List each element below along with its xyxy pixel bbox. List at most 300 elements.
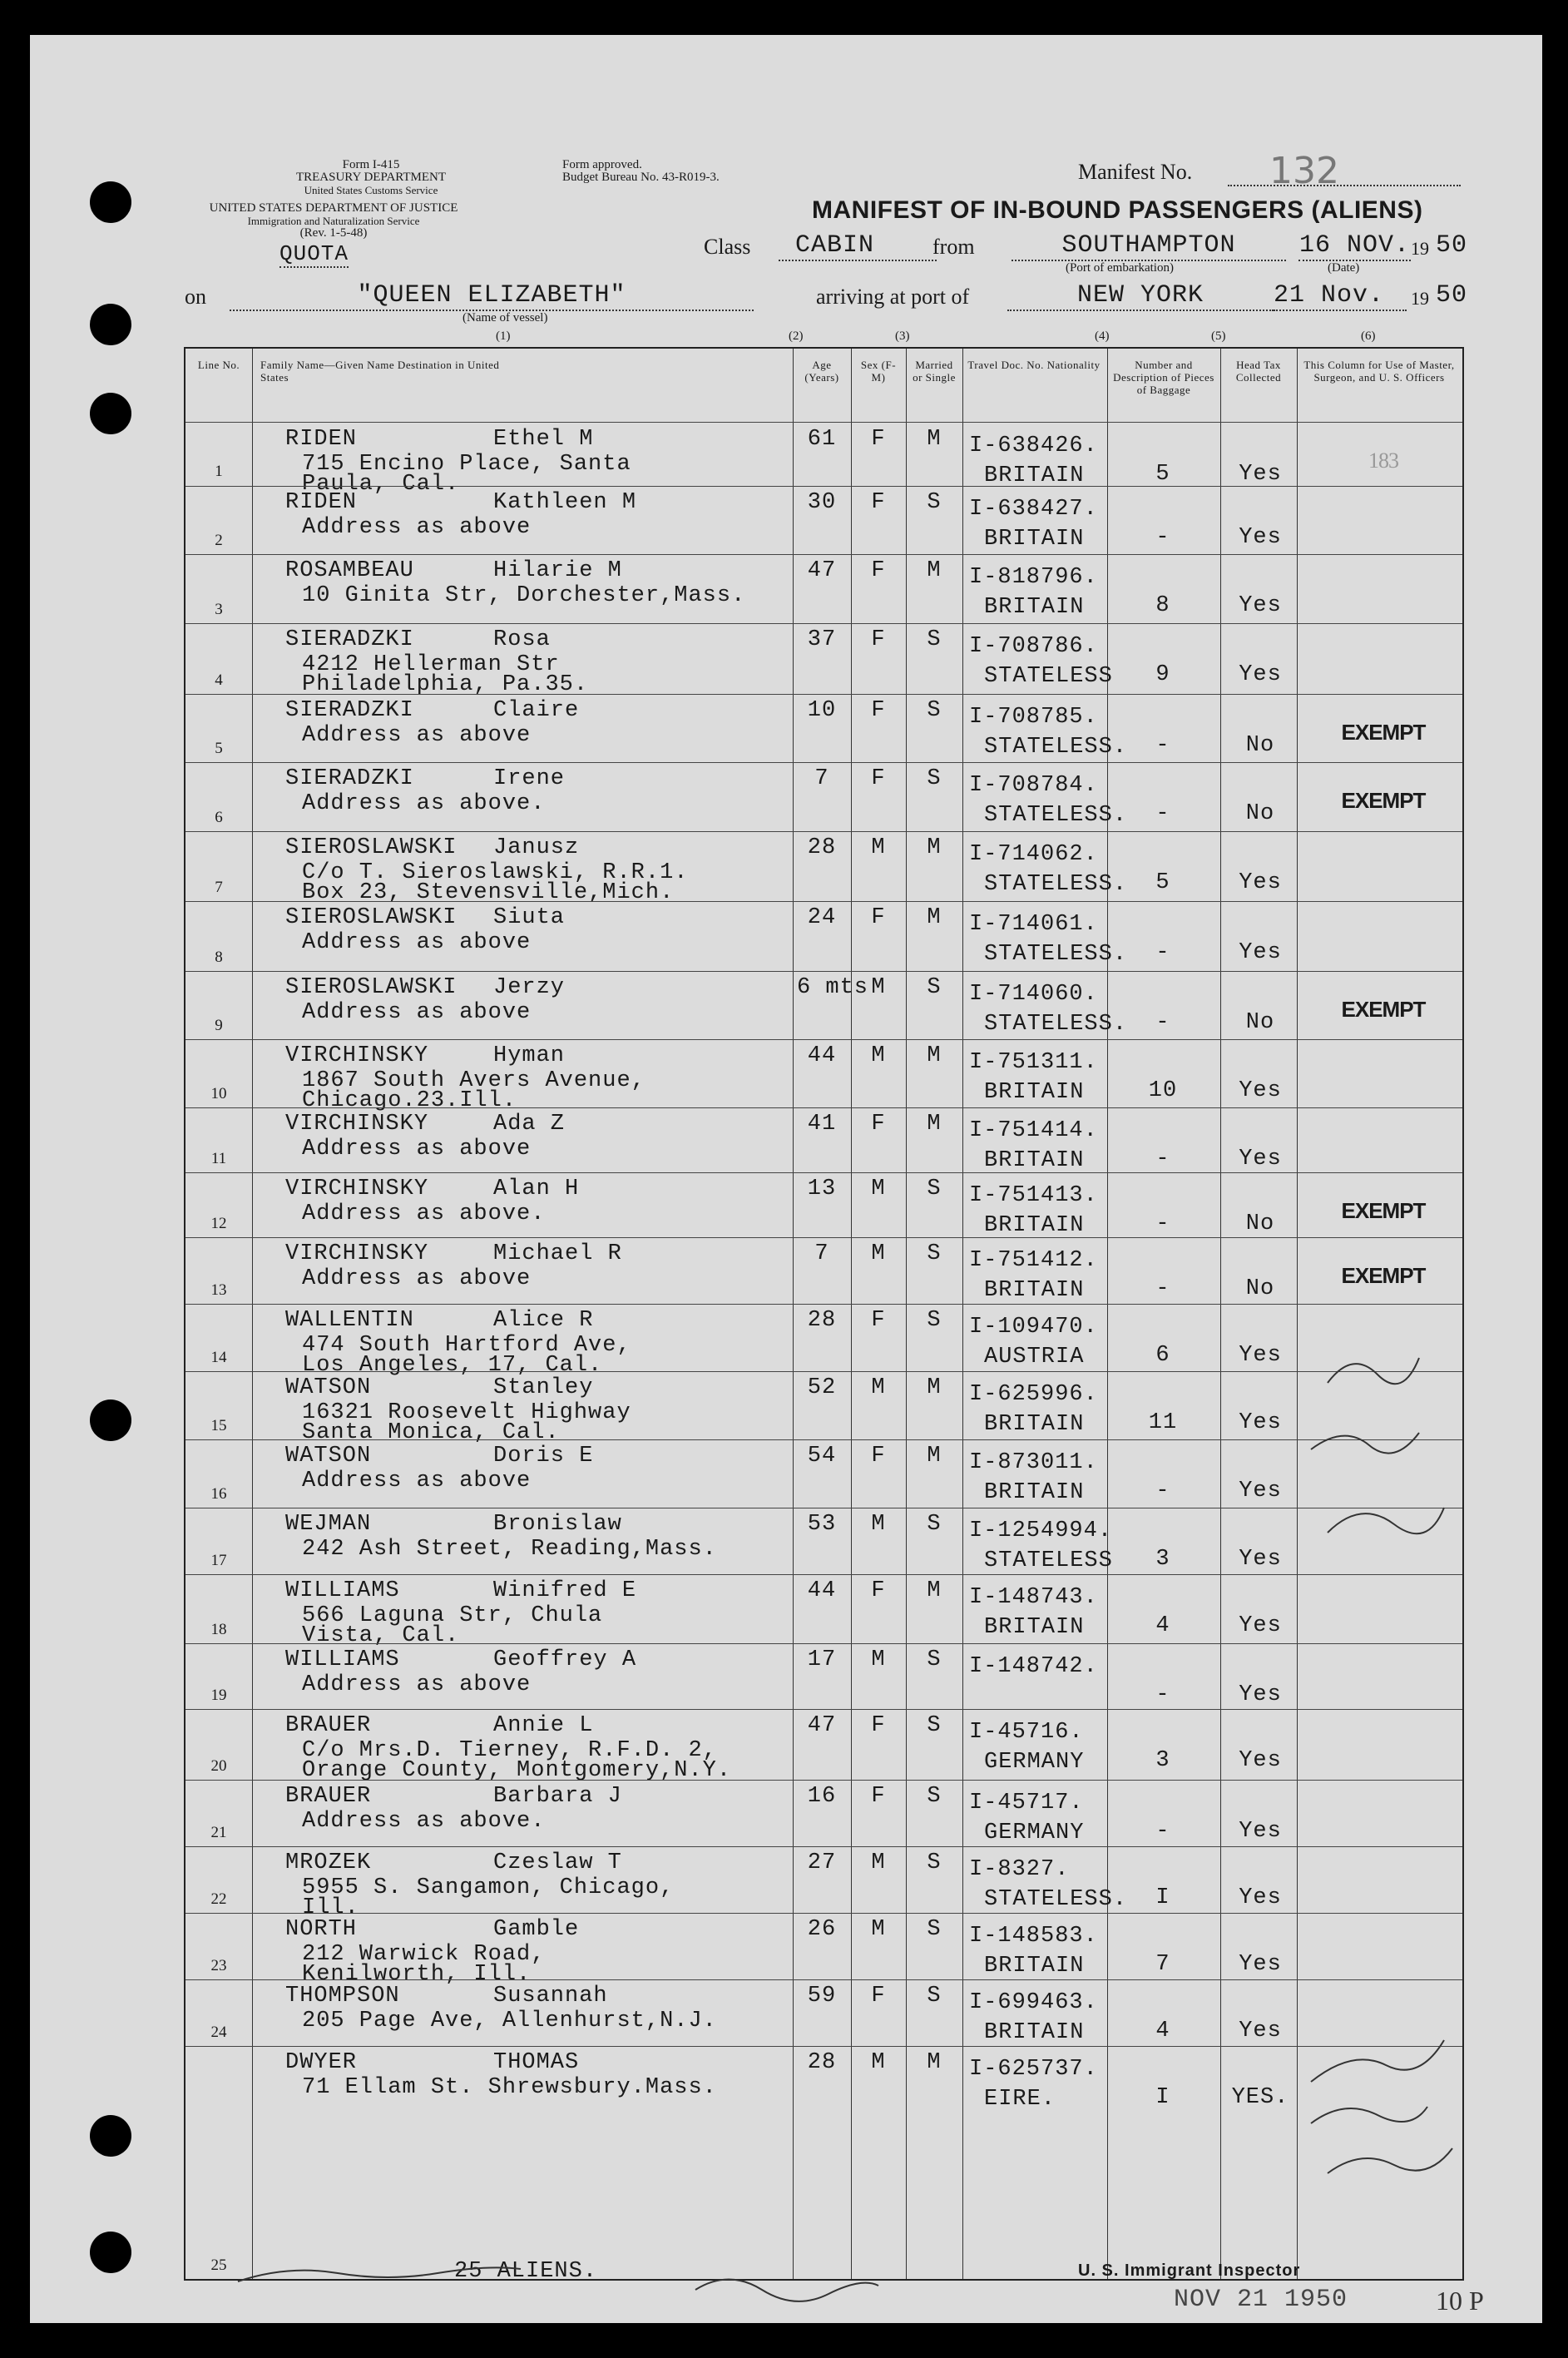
- given-name: Hyman: [493, 1043, 566, 1068]
- baggage-count: 8: [1155, 593, 1170, 618]
- given-name: Susannah: [493, 1984, 608, 2009]
- travel-doc-no: I-148583.: [969, 1924, 1098, 1949]
- nationality: BRITAIN: [984, 463, 1085, 488]
- address-line-1: 205 Page Ave, Allenhurst,N.J.: [302, 2009, 717, 2034]
- address-line-1: Address as above: [302, 1672, 532, 1697]
- manifest-date: 16 NOV.: [1298, 231, 1411, 260]
- form-revision: (Rev. 1-5-48): [299, 226, 368, 240]
- nationality: BRITAIN: [984, 1480, 1085, 1505]
- baggage-count: -: [1155, 801, 1170, 826]
- baggage-count: -: [1155, 1211, 1170, 1236]
- address-line-1: C/o T. Sieroslawski, R.R.1.: [302, 860, 689, 885]
- nationality: STATELESS.: [984, 735, 1128, 760]
- address-line-2: Philadelphia, Pa.35.: [302, 672, 589, 697]
- surname: BRAUER: [285, 1713, 372, 1738]
- address-line-2: Box 23, Stevensville,Mich.: [302, 880, 675, 905]
- nationality: BRITAIN: [984, 1148, 1085, 1173]
- head-tax: Yes: [1239, 1479, 1282, 1503]
- header-name: Family Name—Given Name Destination in United States: [260, 359, 500, 384]
- surname: THOMPSON: [285, 1984, 400, 2009]
- address-line-2: Santa Monica, Cal.: [302, 1420, 560, 1445]
- sex: F: [871, 1578, 886, 1603]
- surname: VIRCHINSKY: [285, 1043, 429, 1068]
- baggage-count: 9: [1155, 662, 1170, 687]
- line-number: 7: [215, 879, 223, 896]
- address-line-1: 715 Encino Place, Santa: [302, 452, 631, 477]
- travel-doc-no: I-625737.: [969, 2057, 1098, 2082]
- sex: M: [871, 975, 886, 1000]
- nationality: GERMANY: [984, 1821, 1085, 1845]
- head-tax: Yes: [1239, 593, 1282, 618]
- head-tax: Yes: [1239, 2019, 1282, 2043]
- sex: F: [871, 490, 886, 515]
- address-line-2: Paula, Cal.: [302, 472, 460, 497]
- sex: M: [871, 2050, 886, 2075]
- age: 30: [807, 490, 837, 515]
- sex: M: [871, 1647, 886, 1672]
- sex: F: [871, 627, 886, 652]
- date-year: 50: [1436, 231, 1468, 260]
- travel-doc-no: I-638426.: [969, 433, 1098, 458]
- head-tax: Yes: [1239, 1748, 1282, 1773]
- inspector-stamp: U. S. Immigrant Inspector: [1078, 2261, 1301, 2280]
- marital-status: M: [927, 905, 942, 930]
- header-age: Age (Years): [804, 359, 839, 384]
- sex: F: [871, 905, 886, 930]
- baggage-count: 11: [1148, 1410, 1178, 1435]
- nationality: BRITAIN: [984, 1278, 1085, 1303]
- surname: VIRCHINSKY: [285, 1112, 429, 1137]
- travel-doc-no: I-1254994.: [969, 1518, 1113, 1543]
- address-line-1: Address as above: [302, 515, 532, 540]
- address-line-1: Address as above: [302, 1266, 532, 1291]
- given-name: Ethel M: [493, 427, 594, 452]
- head-tax: Yes: [1239, 1682, 1282, 1707]
- address-line-1: C/o Mrs.D. Tierney, R.F.D. 2,: [302, 1738, 717, 1763]
- on-label: on: [185, 285, 206, 309]
- age: 7: [814, 766, 829, 791]
- line-number: 19: [210, 1687, 227, 1704]
- nationality: GERMANY: [984, 1750, 1085, 1775]
- marital-status: S: [927, 1713, 942, 1738]
- page-mark: 10 P: [1436, 2286, 1484, 2316]
- head-tax: No: [1245, 733, 1275, 758]
- line-number: 4: [215, 671, 223, 689]
- header-married: Married or Single: [913, 359, 956, 384]
- age: 10: [807, 698, 837, 723]
- address-line-1: 474 South Hartford Ave,: [302, 1333, 631, 1358]
- age: 47: [807, 558, 837, 583]
- head-tax: Yes: [1239, 1078, 1282, 1103]
- surname: WEJMAN: [285, 1512, 372, 1537]
- form-approved: Form approved.: [562, 158, 642, 171]
- surname: WATSON: [285, 1375, 372, 1400]
- justice-dept: UNITED STATES DEPARTMENT OF JUSTICE: [209, 201, 458, 215]
- travel-doc-no: I-714061.: [969, 912, 1098, 937]
- baggage-count: -: [1155, 1682, 1170, 1707]
- handwritten-marks: [30, 35, 1542, 2323]
- line-number: 23: [210, 1957, 227, 1974]
- header-officers: This Column for Use of Master, Surgeon, and U. S. Officers: [1303, 359, 1455, 384]
- sex: F: [871, 1112, 886, 1137]
- address-line-1: Address as above: [302, 723, 532, 748]
- baggage-count: 4: [1155, 1613, 1170, 1638]
- marital-status: M: [927, 1112, 942, 1137]
- given-name: THOMAS: [493, 2050, 580, 2075]
- address-line-1: 212 Warwick Road,: [302, 1942, 546, 1967]
- head-tax: Yes: [1239, 525, 1282, 550]
- travel-doc-no: I-714062.: [969, 842, 1098, 867]
- baggage-count: I: [1155, 1885, 1170, 1910]
- header-baggage: Number and Description of Pieces of Baggage: [1113, 359, 1214, 396]
- surname: BRAUER: [285, 1784, 372, 1809]
- nationality: BRITAIN: [984, 527, 1085, 552]
- nationality: STATELESS: [984, 664, 1113, 689]
- sex: M: [871, 835, 886, 860]
- given-name: Doris E: [493, 1444, 594, 1469]
- surname: DWYER: [285, 2050, 358, 2075]
- baggage-count: -: [1155, 1819, 1170, 1844]
- col-number: (6): [1361, 329, 1376, 343]
- arrival-port: NEW YORK: [1007, 281, 1274, 311]
- line-number: 6: [215, 809, 223, 826]
- given-name: Rosa: [493, 627, 551, 652]
- address-line-1: 5955 S. Sangamon, Chicago,: [302, 1875, 675, 1900]
- address-line-1: 4212 Hellerman Str: [302, 652, 560, 677]
- address-line-2: Ill.: [302, 1895, 359, 1920]
- class-value: CABIN: [779, 231, 937, 261]
- travel-doc-no: I-708786.: [969, 634, 1098, 659]
- baggage-count: 3: [1155, 1547, 1170, 1572]
- age: 27: [807, 1850, 837, 1875]
- line-number: 13: [210, 1281, 227, 1299]
- sex: F: [871, 1784, 886, 1809]
- marital-status: S: [927, 1850, 942, 1875]
- address-line-2: Kenilworth, Ill.: [302, 1962, 532, 1987]
- form-number: Form I-415: [342, 158, 400, 171]
- col-number: (4): [1095, 329, 1110, 343]
- age: 53: [807, 1512, 837, 1537]
- vessel-name: "QUEEN ELIZABETH": [230, 281, 754, 311]
- marital-status: M: [927, 427, 942, 452]
- travel-doc-no: I-751414.: [969, 1118, 1098, 1143]
- officer-note: EXEMPT: [1341, 788, 1426, 813]
- given-name: Ada Z: [493, 1112, 566, 1137]
- head-tax: Yes: [1239, 462, 1282, 487]
- manifest-no-label: Manifest No.: [1078, 160, 1193, 184]
- given-name: Hilarie M: [493, 558, 622, 583]
- head-tax: Yes: [1239, 1343, 1282, 1368]
- line-number: 1: [215, 463, 223, 480]
- head-tax: Yes: [1239, 1410, 1282, 1435]
- surname: WILLIAMS: [285, 1578, 400, 1603]
- head-tax: Yes: [1239, 1819, 1282, 1844]
- marital-status: M: [927, 558, 942, 583]
- travel-doc-no: I-45717.: [969, 1791, 1084, 1816]
- age: 44: [807, 1043, 837, 1068]
- sex: M: [871, 1850, 886, 1875]
- sex: M: [871, 1177, 886, 1201]
- head-tax: Yes: [1239, 870, 1282, 895]
- given-name: Jerzy: [493, 975, 566, 1000]
- given-name: Alice R: [493, 1308, 594, 1333]
- marital-status: M: [927, 1375, 942, 1400]
- surname: SIERADZKI: [285, 698, 414, 723]
- baggage-count: -: [1155, 1147, 1170, 1172]
- baggage-count: 6: [1155, 1343, 1170, 1368]
- nationality: BRITAIN: [984, 2020, 1085, 2045]
- marital-status: S: [927, 1512, 942, 1537]
- immigration-service: Immigration and Naturalization Service: [247, 215, 420, 227]
- officer-note: 183: [1368, 448, 1398, 473]
- head-tax: No: [1245, 1010, 1275, 1035]
- total-aliens: 25 ALIENS.: [454, 2259, 598, 2284]
- given-name: Bronislaw: [493, 1512, 622, 1537]
- age: 41: [807, 1112, 837, 1137]
- marital-status: S: [927, 490, 942, 515]
- line-number: 21: [210, 1824, 227, 1841]
- baggage-count: 10: [1148, 1078, 1178, 1103]
- header-head-tax: Head Tax Collected: [1235, 359, 1282, 384]
- manifest-no-value: 132: [1269, 150, 1339, 192]
- vessel-caption: (Name of vessel): [462, 311, 548, 324]
- line-number: 12: [210, 1215, 227, 1232]
- marital-status: S: [927, 698, 942, 723]
- baggage-count: -: [1155, 1010, 1170, 1035]
- stamp-date: NOV 21 1950: [1174, 2286, 1348, 2314]
- officer-note: EXEMPT: [1341, 997, 1426, 1022]
- marital-status: M: [927, 835, 942, 860]
- line-number: 14: [210, 1349, 227, 1366]
- baggage-count: 3: [1155, 1748, 1170, 1773]
- age: 7: [814, 1241, 829, 1266]
- address-line-2: Orange County, Montgomery,N.Y.: [302, 1758, 732, 1783]
- travel-doc-no: I-625996.: [969, 1382, 1098, 1407]
- nationality: BRITAIN: [984, 1080, 1085, 1105]
- surname: NORTH: [285, 1917, 358, 1942]
- surname: MROZEK: [285, 1850, 372, 1875]
- sex: F: [871, 1308, 886, 1333]
- travel-doc-no: I-714060.: [969, 982, 1098, 1007]
- address-line-2: Vista, Cal.: [302, 1623, 460, 1648]
- address-line-2: Los Angeles, 17, Cal.: [302, 1353, 603, 1378]
- address-line-1: Address as above.: [302, 1809, 546, 1834]
- surname: RIDEN: [285, 427, 358, 452]
- sex: F: [871, 427, 886, 452]
- line-number: 20: [210, 1757, 227, 1775]
- age: 52: [807, 1375, 837, 1400]
- marital-status: S: [927, 1917, 942, 1942]
- nationality: STATELESS.: [984, 1012, 1128, 1037]
- officer-note: EXEMPT: [1341, 1263, 1426, 1288]
- surname: SIERADZKI: [285, 627, 414, 652]
- nationality: BRITAIN: [984, 1954, 1085, 1979]
- age: 16: [807, 1784, 837, 1809]
- given-name: Michael R: [493, 1241, 622, 1266]
- surname: VIRCHINSKY: [285, 1177, 429, 1201]
- baggage-count: -: [1155, 1276, 1170, 1301]
- nationality: STATELESS: [984, 1548, 1113, 1573]
- arrival-date: 21 Nov.: [1274, 281, 1407, 311]
- class-label: Class: [704, 235, 751, 259]
- customs-service: United States Customs Service: [304, 184, 438, 196]
- marital-status: S: [927, 1308, 942, 1333]
- nationality: EIRE.: [984, 2087, 1056, 2112]
- travel-doc-no: I-148743.: [969, 1585, 1098, 1610]
- line-number: 5: [215, 740, 223, 757]
- nationality: BRITAIN: [984, 1412, 1085, 1437]
- address-line-1: 16321 Roosevelt Highway: [302, 1400, 631, 1425]
- sex: F: [871, 766, 886, 791]
- travel-doc-no: I-751311.: [969, 1050, 1098, 1075]
- age: 28: [807, 2050, 837, 2075]
- sex: F: [871, 1984, 886, 2009]
- surname: SIEROSLAWSKI: [285, 835, 458, 860]
- age: 28: [807, 835, 837, 860]
- header-travel-doc: Travel Doc. No. Nationality: [967, 359, 1101, 371]
- age: 24: [807, 905, 837, 930]
- address-line-1: Address as above: [302, 1000, 532, 1025]
- arrival-year: 50: [1436, 281, 1468, 310]
- sex: M: [871, 1917, 886, 1942]
- header-line-no: Line No.: [197, 359, 240, 371]
- head-tax: Yes: [1239, 1147, 1282, 1172]
- line-number: 18: [210, 1621, 227, 1638]
- marital-status: S: [927, 1984, 942, 2009]
- age: 13: [807, 1177, 837, 1201]
- baggage-count: -: [1155, 525, 1170, 550]
- address-line-2: Chicago.23.Ill.: [302, 1088, 517, 1113]
- line-number: 16: [210, 1485, 227, 1503]
- marital-status: S: [927, 1241, 942, 1266]
- head-tax: Yes: [1239, 1547, 1282, 1572]
- given-name: Gamble: [493, 1917, 580, 1942]
- address-line-1: 566 Laguna Str, Chula: [302, 1603, 603, 1628]
- head-tax: No: [1245, 1211, 1275, 1236]
- sex: M: [871, 1241, 886, 1266]
- marital-status: M: [927, 2050, 942, 2075]
- marital-status: M: [927, 1578, 942, 1603]
- line-number: 22: [210, 1890, 227, 1908]
- manifest-page: [30, 35, 1542, 2323]
- surname: WALLENTIN: [285, 1308, 414, 1333]
- sex: M: [871, 1043, 886, 1068]
- nationality: BRITAIN: [984, 595, 1085, 620]
- sex: F: [871, 1444, 886, 1469]
- marital-status: S: [927, 1647, 942, 1672]
- nationality: STATELESS.: [984, 942, 1128, 967]
- age: 61: [807, 427, 837, 452]
- age: 26: [807, 1917, 837, 1942]
- head-tax: Yes: [1239, 1613, 1282, 1638]
- marital-status: M: [927, 1043, 942, 1068]
- col-number: (5): [1211, 329, 1226, 343]
- travel-doc-no: I-8327.: [969, 1857, 1070, 1882]
- given-name: Czeslaw T: [493, 1850, 622, 1875]
- nationality: STATELESS.: [984, 872, 1128, 897]
- travel-doc-no: I-751412.: [969, 1248, 1098, 1273]
- baggage-count: -: [1155, 733, 1170, 758]
- baggage-count: 7: [1155, 1952, 1170, 1977]
- surname: RIDEN: [285, 490, 358, 515]
- head-tax: Yes: [1239, 1952, 1282, 1977]
- address-line-1: 10 Ginita Str, Dorchester,Mass.: [302, 583, 746, 608]
- marital-status: S: [927, 1177, 942, 1201]
- age: 37: [807, 627, 837, 652]
- head-tax: Yes: [1239, 940, 1282, 965]
- given-name: Janusz: [493, 835, 580, 860]
- travel-doc-no: I-751413.: [969, 1183, 1098, 1208]
- baggage-count: 4: [1155, 2019, 1170, 2043]
- marital-status: S: [927, 627, 942, 652]
- given-name: Siuta: [493, 905, 566, 930]
- line-number: 3: [215, 601, 223, 618]
- travel-doc-no: I-873011.: [969, 1450, 1098, 1475]
- given-name: Irene: [493, 766, 566, 791]
- date-year-prefix: 19: [1411, 238, 1429, 259]
- col-number: (2): [789, 329, 804, 343]
- surname: SIEROSLAWSKI: [285, 975, 458, 1000]
- baggage-count: 5: [1155, 870, 1170, 895]
- treasury-dept: TREASURY DEPARTMENT: [295, 171, 447, 184]
- travel-doc-no: I-818796.: [969, 565, 1098, 590]
- nationality: STATELESS.: [984, 803, 1128, 828]
- nationality: AUSTRIA: [984, 1345, 1085, 1370]
- line-number: 17: [210, 1552, 227, 1569]
- nationality: BRITAIN: [984, 1213, 1085, 1238]
- travel-doc-no: I-699463.: [969, 1990, 1098, 2015]
- head-tax: No: [1245, 1276, 1275, 1301]
- surname: ROSAMBEAU: [285, 558, 414, 583]
- sex: F: [871, 558, 886, 583]
- head-tax: Yes: [1239, 1885, 1282, 1910]
- travel-doc-no: I-109470.: [969, 1315, 1098, 1340]
- marital-status: S: [927, 766, 942, 791]
- given-name: Claire: [493, 698, 580, 723]
- surname: WATSON: [285, 1444, 372, 1469]
- port-caption: (Port of embarkation): [1066, 261, 1174, 275]
- given-name: Barbara J: [493, 1784, 622, 1809]
- given-name: Annie L: [493, 1713, 594, 1738]
- travel-doc-no: I-708784.: [969, 773, 1098, 798]
- surname: VIRCHINSKY: [285, 1241, 429, 1266]
- surname: SIEROSLAWSKI: [285, 905, 458, 930]
- line-number: 11: [210, 1150, 227, 1167]
- given-name: Stanley: [493, 1375, 594, 1400]
- travel-doc-no: I-148742.: [969, 1654, 1098, 1679]
- marital-status: M: [927, 1444, 942, 1469]
- age: 44: [807, 1578, 837, 1603]
- manifest-title: MANIFEST OF IN-BOUND PASSENGERS (ALIENS): [812, 196, 1423, 224]
- marital-status: S: [927, 1784, 942, 1809]
- travel-doc-no: I-638427.: [969, 497, 1098, 522]
- line-number: 9: [215, 1017, 223, 1034]
- head-tax: No: [1245, 801, 1275, 826]
- line-number: 25: [210, 2256, 227, 2274]
- line-number: 24: [210, 2024, 227, 2041]
- budget-bureau: Budget Bureau No. 43-R019-3.: [562, 171, 720, 184]
- officer-note: EXEMPT: [1341, 720, 1426, 745]
- surname: WILLIAMS: [285, 1647, 400, 1672]
- address-line-1: Address as above.: [302, 1201, 546, 1226]
- age: 6 mts: [797, 975, 869, 1000]
- sex: F: [871, 698, 886, 723]
- baggage-count: -: [1155, 940, 1170, 965]
- line-number: 8: [215, 949, 223, 966]
- head-tax: YES.: [1231, 2085, 1289, 2110]
- baggage-count: I: [1155, 2085, 1170, 2110]
- line-number: 2: [215, 532, 223, 549]
